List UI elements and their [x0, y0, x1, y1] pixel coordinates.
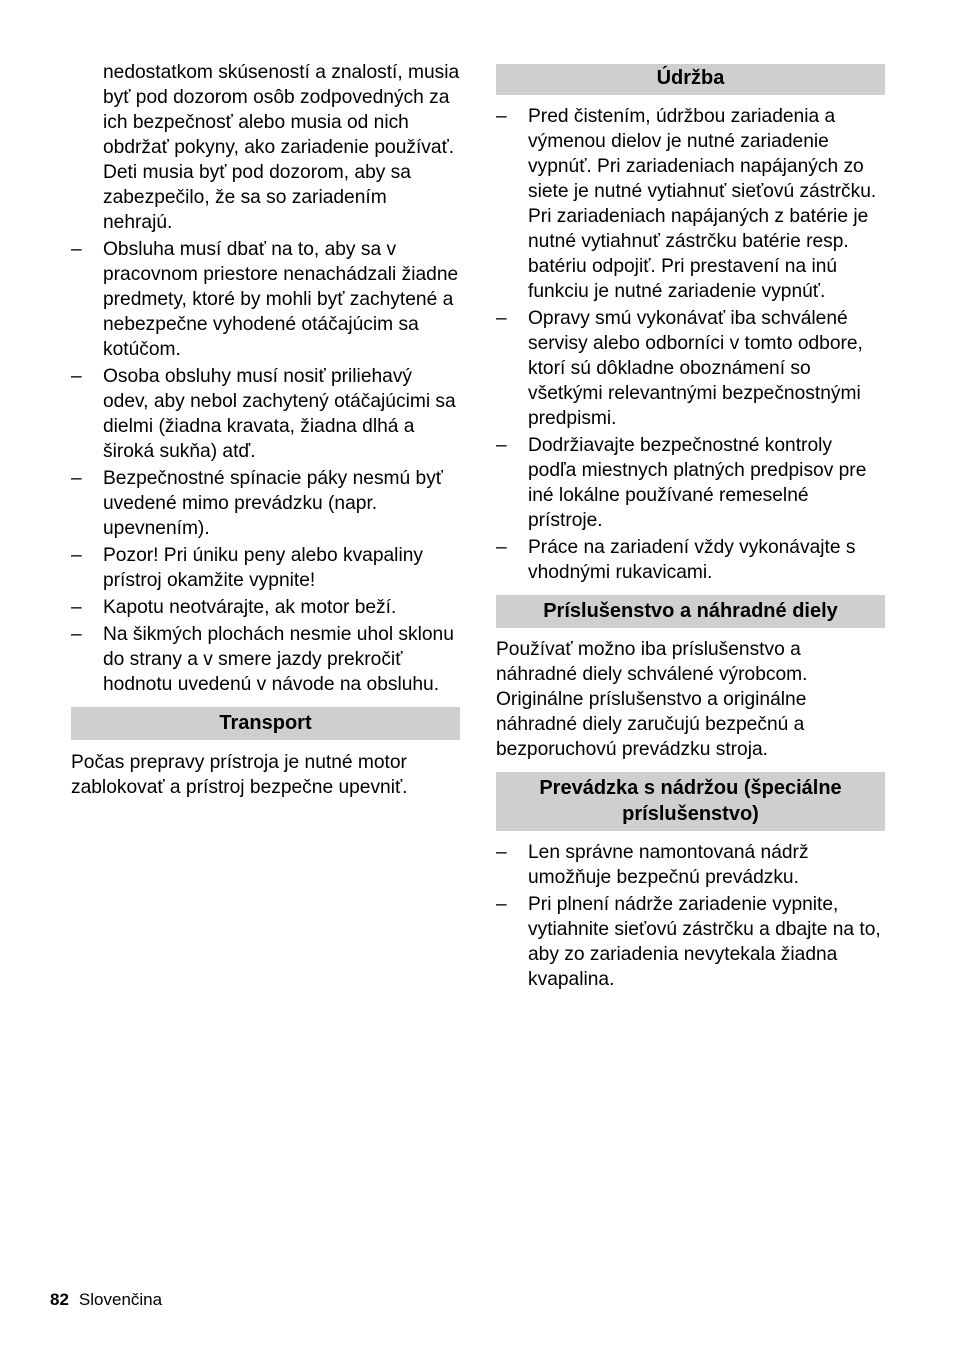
list-item: – Obsluha musí dbať na to, aby sa v pracovnom priestore nenachádzali žiadne predmety, ktoré by mohli byť zachytené a nebezpečne vyhodené otáčajúcim sa kotúčom.	[71, 239, 459, 360]
section-heading-prislusenstvo: Príslušenstvo a náhradné diely	[496, 595, 885, 628]
dash-marker: –	[496, 894, 507, 915]
dash-marker: –	[496, 435, 507, 456]
safety-list	[71, 237, 460, 697]
list-item: – Kapotu neotvárajte, ak motor beží.	[71, 597, 397, 618]
list-item: – Len správne namontovaná nádrž umožňuje bezpečnú prevádzku.	[496, 842, 809, 888]
dash-marker: –	[71, 597, 82, 618]
list-item: – Pri plnení nádrže zariadenie vypnite, vytiahnite sieťovú zástrčku a dbajte na to, aby zo zariadenia nevytekala žiadna kvapalina.	[496, 894, 881, 990]
dash-marker: –	[71, 624, 82, 645]
list-item: – Na šikmých plochách nesmie uhol sklonu do strany a v smere jazdy prekročiť hodnotu uvedenú v návode na obsluhu.	[71, 624, 454, 695]
nadrz-list	[496, 840, 885, 992]
list-item: – Pred čistením, údržbou zariadenia a výmenou dielov je nutné zariadenie vypnúť. Pri zariadeniach napájaných zo siete je nutné vytiahnuť sieťovú zástrčku. Pri zariadeniach napájaných z batérie je nutné vytiahnuť zástrčku batérie resp. batériu odpojiť. Pri prestavení na inú funkciu je nutné zariadenie vypnúť.	[496, 106, 877, 302]
page-footer	[50, 1288, 162, 1312]
left-column	[71, 60, 460, 800]
dash-marker: –	[496, 537, 507, 558]
list-item: – Práce na zariadení vždy vykonávajte s vhodnými rukavicami.	[496, 537, 856, 583]
prislusenstvo-text: Používať možno iba príslušenstvo a náhradné diely schválené výrobcom. Originálne príslušenstvo a originálne náhradné diely zaručujú bezpečnú a bezporuchovú prevádzku stroja.	[496, 639, 808, 760]
list-item: – Dodržiavajte bezpečnostné kontroly podľa miestnych platných predpisov pre iné lokálne používané remeselné prístroje.	[496, 435, 867, 531]
section-heading-transport: Transport	[71, 707, 460, 740]
list-item: – Pozor! Pri úniku peny alebo kvapaliny prístroj okamžite vypnite!	[71, 545, 423, 591]
udrzba-list	[496, 104, 885, 585]
dash-marker: –	[496, 106, 507, 127]
dash-marker: –	[71, 545, 82, 566]
right-column	[496, 64, 885, 994]
transport-text: Počas prepravy prístroja je nutné motor zablokovať a prístroj bezpečne upevniť.	[71, 752, 408, 798]
dash-marker: –	[71, 366, 82, 387]
section-heading-nadrz: Prevádzka s nádržou (špeciálne príslušenstvo)	[496, 772, 885, 831]
dash-marker: –	[496, 842, 507, 863]
list-item: – Bezpečnostné spínacie páky nesmú byť uvedené mimo prevádzku (napr. upevnením).	[71, 468, 443, 539]
intro-continuation: nedostatkom skúseností a znalostí, musia byť pod dozorom osôb zodpovedných za ich bezpečnosť alebo musia od nich obdržať pokyny, ako zariadenie používať. Deti musia byť pod dozorom, aby sa zabezpečilo, že sa so zariadením nehrajú.	[103, 62, 460, 233]
dash-marker: –	[496, 308, 507, 329]
list-item: – Opravy smú vykonávať iba schválené servisy alebo odborníci v tomto odbore, ktorí sú dôkladne oboznámení so všetkými relevantnými bezpečnostnými predpismi.	[496, 308, 863, 429]
section-heading-udrzba: Údržba	[496, 64, 885, 95]
dash-marker: –	[71, 239, 82, 260]
list-item: – Osoba obsluhy musí nosiť priliehavý odev, aby nebol zachytený otáčajúcimi sa dielmi (žiadna kravata, žiadna dlhá a široká sukňa) atď.	[71, 366, 456, 462]
dash-marker: –	[71, 468, 82, 489]
footer-language: Slovenčina	[78, 1290, 163, 1309]
page-number: 82	[50, 1290, 69, 1309]
